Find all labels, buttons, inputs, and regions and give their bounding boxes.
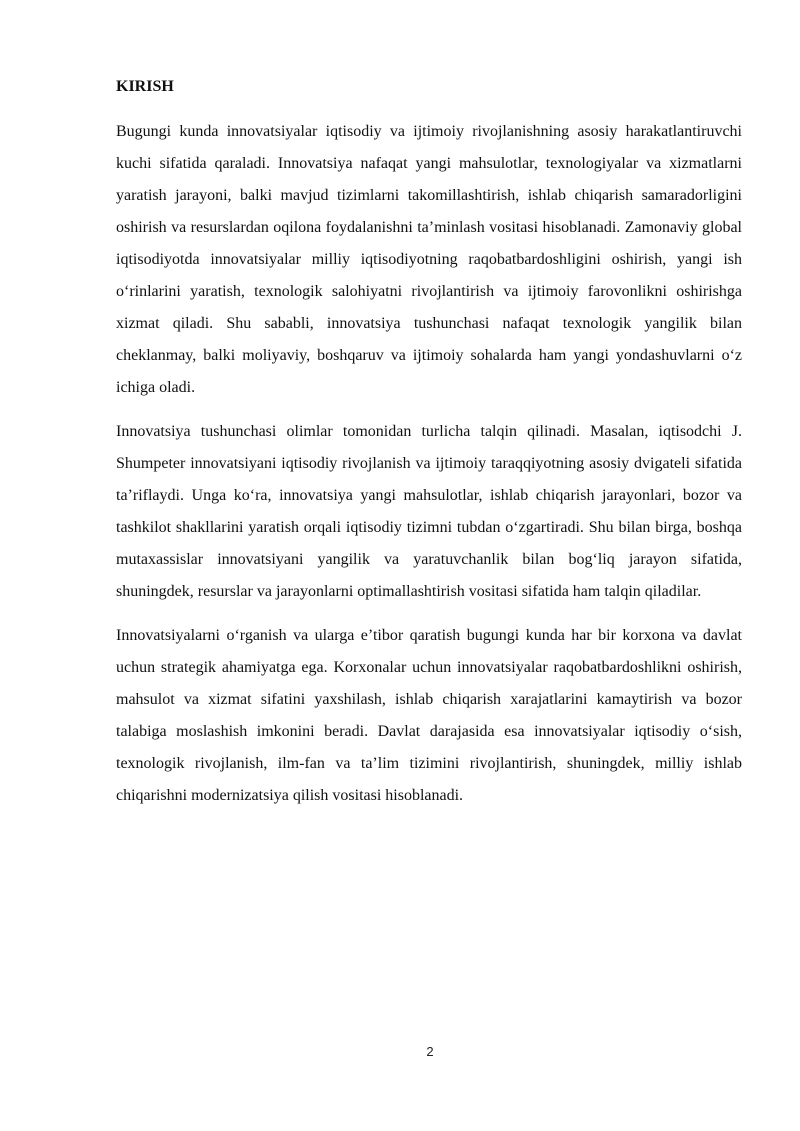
- paragraph-3: Innovatsiyalarni o‘rganish va ularga e’tibor qaratish bugungi kunda har bir korxona va davlat uchun strategik ahamiyatga ega. Korxonalar uchun innovatsiyalar raqobatbardoshlikni oshirish, mahsulot va xizmat sifatini yaxshilash, ishlab chiqarish xarajatlarini kamaytirish va bozor talabiga moslashish imkonini beradi. Davlat darajasida esa innovatsiyalar iqtisodiy o‘sish, texnologik rivojlanish, ilm-fan va ta’lim tizimini rivojlantirish, shuningdek, milliy ishlab chiqarishni modernizatsiya qilish vositasi hisoblanadi.: [116, 627, 742, 804]
- paragraph-2: Innovatsiya tushunchasi olimlar tomonidan turlicha talqin qilinadi. Masalan, iqtisodchi J. Shumpeter innovatsiyani iqtisodiy rivojlanish va ijtimoiy taraqqiyotning asosiy dvigateli sifatida ta’riflaydi. Unga ko‘ra, innovatsiya yangi mahsulotlar, ishlab chiqarish jarayonlari, bozor va tashkilot shakllarini yaratish orqali iqtisodiy tizimni tubdan o‘zgartiradi. Shu bilan birga, boshqa mutaxassislar innovatsiyani yangilik va yaratuvchanlik bilan bog‘liq jarayon sifatida, shuningdek, resurslar va jarayonlarni optimallashtirish vositasi sifatida ham talqin qiladilar.: [116, 423, 742, 600]
- section-heading: KIRISH: [116, 78, 174, 95]
- page-number: 2: [426, 1044, 434, 1059]
- paragraph-1: Bugungi kunda innovatsiyalar iqtisodiy va ijtimoiy rivojlanishning asosiy harakatlantiruvchi kuchi sifatida qaraladi. Innovatsiya nafaqat yangi mahsulotlar, texnologiyalar va xizmatlarni yaratish jarayoni, balki mavjud tizimlarni takomillashtirish, ishlab chiqarish samaradorligini oshirish va resurslardan oqilona foydalanishni ta’minlash vositasi hisoblanadi. Zamonaviy global iqtisodiyotda innovatsiyalar milliy iqtisodiyotning raqobatbardoshligini oshirish, yangi ish o‘rinlarini yaratish, texnologik salohiyatni rivojlantirish va ijtimoiy farovonlikni oshirishga xizmat qiladi. Shu sababli, innovatsiya tushunchasi nafaqat texnologik yangilik bilan cheklanmay, balki moliyaviy, boshqaruv va ijtimoiy sohalarda ham yangi yondashuvlarni o‘z ichiga oladi.: [116, 123, 742, 396]
- page-content: [116, 74, 742, 824]
